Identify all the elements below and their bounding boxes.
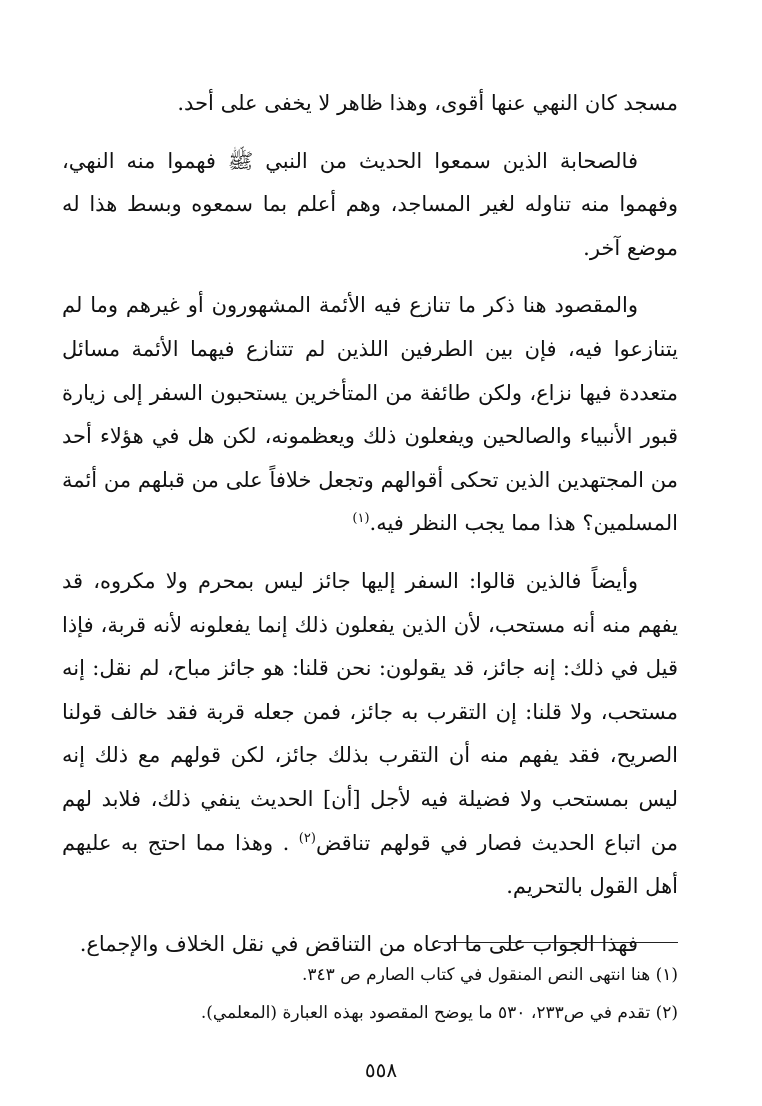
paragraph-3 bbox=[62, 284, 678, 546]
footnote-ref-1[interactable]: (١) bbox=[352, 511, 370, 527]
paragraph-4-tail: . وهذا مما احتج به عليهم أهل القول بالتحريم. bbox=[62, 830, 678, 899]
page-number: ٥٥٨ bbox=[364, 1058, 398, 1082]
footnotes bbox=[62, 956, 678, 1032]
paragraph-2 bbox=[62, 140, 678, 271]
footnote-divider bbox=[438, 942, 678, 943]
main-text bbox=[62, 82, 678, 966]
footnote-2: (٢) تقدم في ص٢٣٣، ٥٣٠ ما يوضح المقصود بهذه العبارة (المعلمي). bbox=[200, 1003, 678, 1023]
paragraph-1-text: مسجد كان النهي عنها أقوى، وهذا ظاهر لا يخفى على أحد. bbox=[177, 91, 678, 115]
paragraph-1 bbox=[62, 82, 678, 126]
paragraph-3-text: والمقصود هنا ذكر ما تنازع فيه الأئمة المشهورون أو غيرهم وما لم يتنازعوا فيه، فإن بين الطرفين اللذين لم تتنازع فيهما الأئمة مسائل متعددة فيها نزاع، ولكن طائفة من المتأخرين يستحبون السفر إلى زيارة قبور الأنبياء والصالحين ويفعلون ذلك ويعظمونه، لكن هل في هؤلاء أحد من المجتهدين الذين تحكى أقوالهم وتجعل خلافاً على من قبلهم من أئمة المسلمين؟ هذا مما يجب النظر فيه. bbox=[62, 293, 678, 536]
footnote-1: (١) هنا انتهى النص المنقول في كتاب الصارم ص ٣٤٣. bbox=[302, 965, 678, 985]
paragraph-4 bbox=[62, 560, 678, 909]
paragraph-5-text: فهذا الجواب على ما ادعاه من التناقض في نقل الخلاف والإجماع. bbox=[79, 931, 638, 956]
footnote-ref-2[interactable]: (٢) bbox=[298, 830, 316, 846]
paragraph-2-text: فالصحابة الذين سمعوا الحديث من النبي ﷺ فهموا منه النهي، وفهموا منه تناوله لغير المساجد، وهم أعلم بما سمعوه وبسط هذا له موضع آخر. bbox=[62, 148, 678, 260]
paragraph-4-text: وأيضاً فالذين قالوا: السفر إليها جائز ليس بمحرم ولا مكروه، قد يفهم منه أنه مستحب، لأن الذين يفعلون ذلك إنما يفعلونه لأنه قربة، فإذا قيل في ذلك: إنه جائز، قد يقولون: نحن قلنا: هو جائز مباح، لم نقل: إنه مستحب، ولا قلنا: إن التقرب به جائز، فمن جعله قربة فقد خالف قولنا الصريح، فقد يفهم منه أن التقرب بذلك جائز، لكن قولهم مع ذلك إنه ليس بمستحب ولا فضيلة فيه لأجل [أن] الحديث ينفي ذلك، فلابد لهم من اتباع الحديث فصار في قولهم تناقض bbox=[62, 568, 678, 855]
